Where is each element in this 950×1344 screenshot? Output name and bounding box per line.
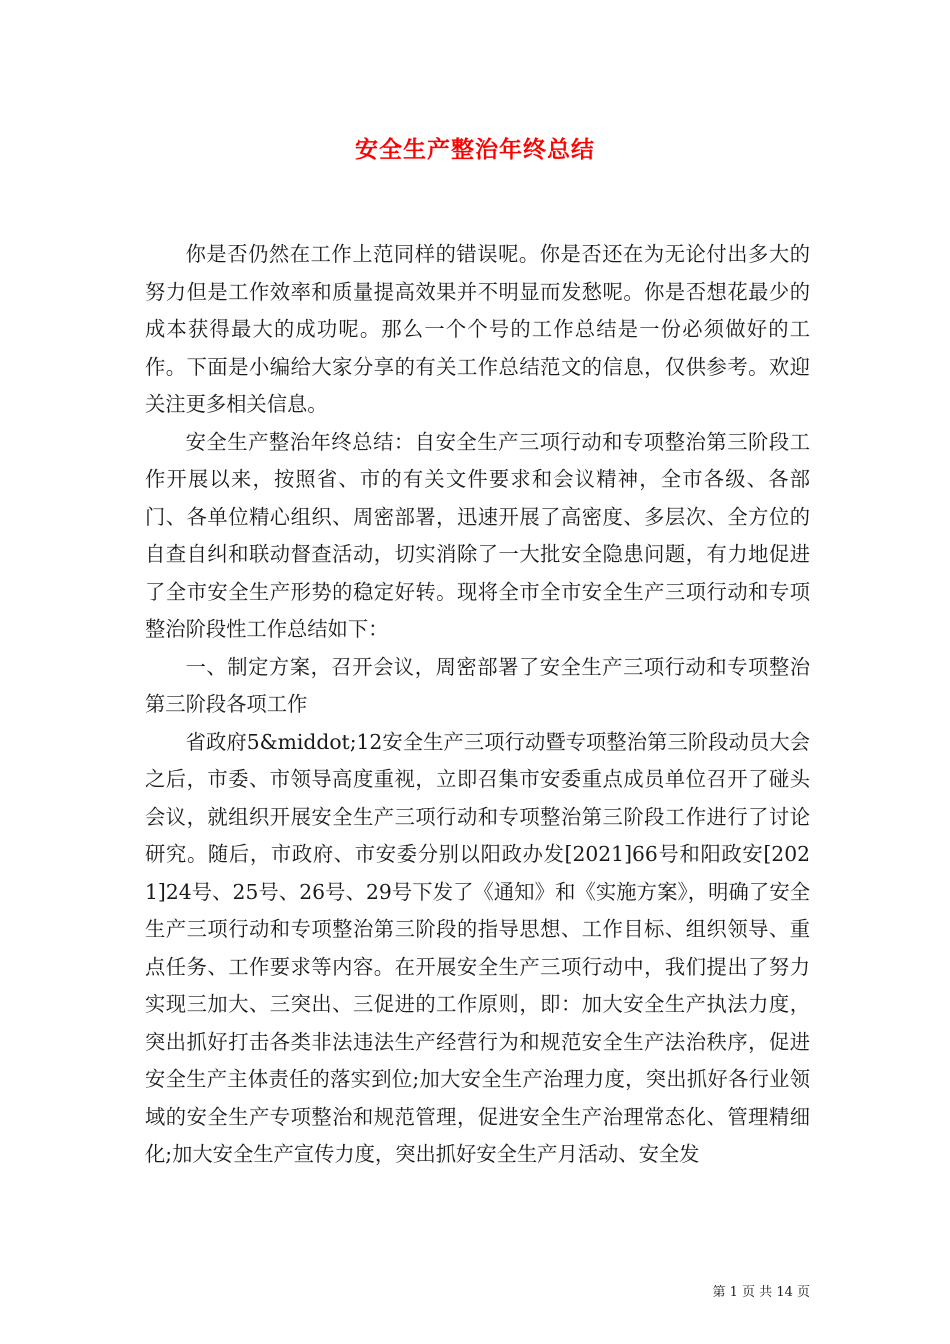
page-number: 第 1 页 共 14 页 <box>712 1285 810 1300</box>
paragraph-summary: 安全生产整治年终总结：自安全生产三项行动和专项整治第三阶段工作开展以来，按照省、市的有关文件要求和会议精神，全市各级、各部门、各单位精心组织、周密部署，迅速开展了高密度、多层次、全方位的自查自纠和联动督查活动，切实消除了一大批安全隐患问题，有力地促进了全市安全生产形势的稳定好转。现将全市全市安全生产三项行动和专项整治阶段性工作总结如下： <box>145 429 810 641</box>
paragraph-intro: 你是否仍然在工作上范同样的错误呢。你是否还在为无论付出多大的努力但是工作效率和质量提高效果并不明显而发愁呢。你是否想花最少的成本获得最大的成功呢。那么一个个号的工作总结是一份必须做好的工作。下面是小编给大家分享的有关工作总结范文的信息，仅供参考。欢迎关注更多相关信息。 <box>145 242 810 416</box>
document-title: 安全生产整治年终总结 <box>355 136 595 163</box>
paragraph-section-body: 省政府5&middot;12安全生产三项行动暨专项整治第三阶段动员大会之后，市委、市领导高度重视，立即召集市安委重点成员单位召开了碰头会议，就组织开展安全生产三项行动和专项整治第三阶段工作进行了讨论研究。随后，市政府、市安委分别以阳政办发[2021]66号和阳政安[2021]24号、25号、26号、29号下发了《通知》和《实施方案》，明确了安全生产三项行动和专项整治第三阶段的指导思想、工作目标、组织领导、重点任务、工作要求等内容。在开展安全生产三项行动中，我们提出了努力实现三加大、三突出、三促进的工作原则，即：加大安全生产执法力度，突出抓好打击各类非法违法生产经营行为和规范安全生产法治秩序，促进安全生产主体责任的落实到位;加大安全生产治理力度，突出抓好各行业领域的安全生产专项整治和规范管理，促进安全生产治理常态化、管理精细化;加大安全生产宣传力度，突出抓好安全生产月活动、安全发 <box>145 729 810 1166</box>
document-body <box>145 236 810 1174</box>
paragraph-section-heading: 一、制定方案，召开会议，周密部署了安全生产三项行动和专项整治第三阶段各项工作 <box>145 654 810 716</box>
